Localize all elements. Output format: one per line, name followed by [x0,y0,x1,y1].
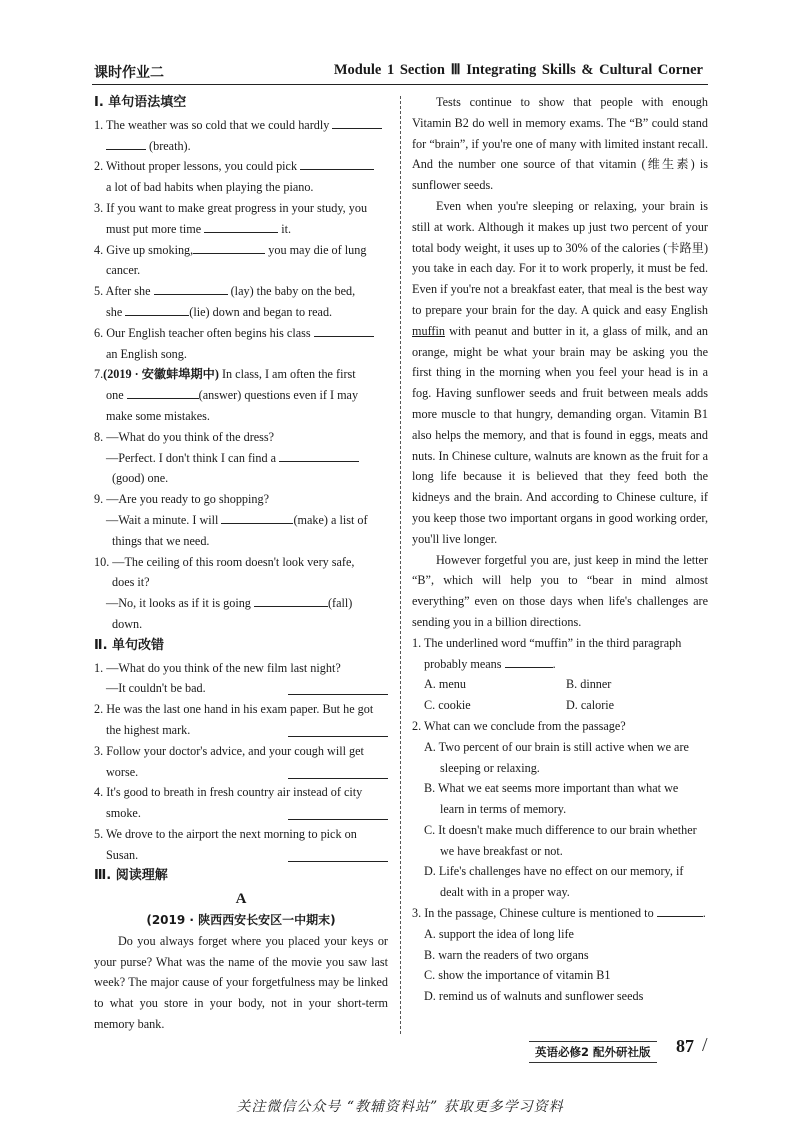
answer-blank[interactable] [288,764,388,779]
option-d[interactable]: D. Life's challenges have no effect on our memory, if [424,864,684,879]
question-line: she (lie) down and began to read. [94,302,388,323]
passage-source: (2019 · 陕西西安长安区一中期末) [146,913,336,928]
option-c[interactable]: C. It doesn't make much difference to our brain whether [424,822,697,837]
answer-blank[interactable] [288,805,388,820]
column-divider [400,96,401,1034]
question-line: 3. Follow your doctor's advice, and your cough will get [94,743,364,758]
option-b[interactable]: B. warn the readers of two organs [424,947,589,962]
question-line: 2. What can we conclude from the passage? [412,718,626,733]
option-continuation: sleeping or relaxing. [440,760,540,775]
question-line: down. [112,616,143,631]
footer-watermark: 关注微信公众号 “教辅资料站” 获取更多学习资料 [236,1099,564,1115]
option-continuation: learn in terms of memory. [440,802,567,817]
question-source: (2019 · 安徽蚌埠期中) [103,367,219,382]
question-line: 5. After she (lay) the baby on the bed, [94,281,388,302]
answer-blank[interactable] [314,323,374,337]
question-line: 3. If you want to make great progress in your study, you [94,200,368,215]
option-b[interactable]: B. What we eat seems more important than what we [424,781,679,796]
right-column [412,92,708,1007]
answer-blank[interactable] [300,156,374,170]
question-line: make some mistakes. [106,408,210,423]
question-line: 10. —The ceiling of this room doesn't look very safe, [94,554,355,569]
answer-blank[interactable] [288,847,388,862]
option-d[interactable]: D. calorie [566,698,615,713]
question-line: 8. —What do you think of the dress? [94,429,275,444]
question-line: 9. —Are you ready to go shopping? [94,492,269,507]
question-line: must put more time it. [94,219,388,240]
answer-blank[interactable] [106,136,146,150]
answer-blank[interactable] [127,385,199,399]
answer-blank[interactable] [332,115,382,129]
answer-blank[interactable] [254,593,328,607]
question-line: cancer. [106,263,141,278]
answer-blank[interactable] [154,281,228,295]
question-line: does it? [112,575,150,590]
question-line: 3. In the passage, Chinese culture is mentioned to . [412,903,708,924]
question-line: an English song. [106,346,187,361]
section-heading-correction: Ⅱ. 单句改错 [94,637,165,653]
module-title: Module 1 Section Ⅲ Integrating Skills & Cultural Corner [333,62,703,78]
header-rule [92,84,708,85]
answer-blank[interactable] [193,240,265,254]
question-line: —Wait a minute. I will (make) a list of [94,510,388,531]
question-line: (good) one. [112,471,169,486]
answer-blank[interactable] [288,680,388,695]
question-line: Susan. [94,845,388,866]
question-line: smoke. [94,803,388,824]
question-line: a lot of bad habits when playing the piano. [106,180,314,195]
answer-blank[interactable] [125,302,189,316]
option-a[interactable]: A. support the idea of long life [424,926,574,941]
question-line: 7.(2019 · 安徽蚌埠期中) In class, I am often the first [94,367,356,382]
question-line: things that we need. [112,533,210,548]
page-slash: / [702,1034,708,1056]
passage-paragraph: Do you always forget where you placed your keys or your purse? What was the name of the movie you saw last week? The major cause of your forgetfulness may be linked to what you store in your body, not in your short-term memory bank. [94,933,388,1032]
option-c[interactable]: C. cookie [424,698,471,713]
option-b[interactable]: B. dinner [566,677,612,692]
question-line: one (answer) questions even if I may [94,385,388,406]
answer-blank[interactable] [288,722,388,737]
question-line: —Perfect. I don't think I can find a [94,448,388,469]
answer-blank[interactable] [204,219,278,233]
question-line: 2. He was the last one hand in his exam paper. But he got [94,702,374,717]
option-continuation: we have breakfast or not. [440,843,563,858]
option-continuation: dealt with in a proper way. [440,885,570,900]
question-line: 1. —What do you think of the new film last night? [94,660,341,675]
underlined-word: muffin [412,323,445,338]
option-d[interactable]: D. remind us of walnuts and sunflower seeds [424,989,644,1004]
question-line: (breath). [94,136,388,157]
question-line: —No, it looks as if it is going (fall) [94,593,388,614]
passage-paragraph: However forgetful you are, just keep in mind the letter “B”, which will help you to “bear in mind almost everything” even on those days when life's challenges are sending you in a billion directions. [412,552,708,629]
section-heading-reading: Ⅲ. 阅读理解 [94,868,168,884]
answer-blank[interactable] [657,903,703,917]
question-line: worse. [94,762,388,783]
question-line: 1. The weather was so cold that we could hardly [94,115,388,136]
answer-blank[interactable] [221,510,293,524]
lesson-label: 课时作业二 [94,65,164,81]
question-line: 2. Without proper lessons, you could pick [94,156,388,177]
question-line: 4. It's good to breath in fresh country air instead of city [94,785,363,800]
question-line: 1. The underlined word “muffin” in the third paragraph [412,635,682,650]
option-row [412,674,708,695]
answer-blank[interactable] [279,448,359,462]
passage-paragraph: Tests continue to show that people with enough Vitamin B2 do well in memory exams. The “B” could stand for “brain”, if you're one of many with limited instant recall. And the number one source of that vitamin (维生素) is sunflower seeds. [412,95,708,193]
option-c[interactable]: C. show the importance of vitamin B1 [424,968,611,983]
option-a[interactable]: A. Two percent of our brain is still active when we are [424,739,689,754]
page-number: 87 [676,1036,694,1056]
section-heading-grammar: Ⅰ. 单句语法填空 [94,95,187,110]
question-line: probably means . [412,654,708,675]
book-edition-tag: 英语必修2 配外研社版 [529,1041,657,1063]
option-a[interactable]: A. menu [424,677,466,692]
passage-title: A [235,891,247,908]
answer-blank[interactable] [505,654,553,668]
question-line: the highest mark. [94,720,388,741]
question-line: 5. We drove to the airport the next morning to pick on [94,826,357,841]
option-row [412,695,708,716]
question-line: 6. Our English teacher often begins his class [94,323,388,344]
passage-paragraph: Even when you're sleeping or relaxing, your brain is still at work. Although it makes up just two percent of your total body weight, it uses up to 30% of the calories (卡路里) you take in each day. For it to work properly, it must be fed. Even if you're not a breakfast eater, that meal is the best way to prepare your brain for the day. A quick and easy English muffin with peanut and butter in it, a glass of milk, and an orange, might be what your brain may be asking you the first thing in the morning when you feel your head is in a fog. Having sunflower seeds and fruit between meals adds more muscle to that hungry, demanding organ. Vitamin B1 also helps the memory, and that is found in eggs, meats and nuts. In Chinese culture, walnuts are known as the fruit for a long life because it is believed that they feed both the kidneys and the brain. And according to Chinese culture, if you keep those two important organs in good working order, you'll live longer. [412,198,709,546]
left-column [94,92,388,1035]
question-line: —It couldn't be bad. [94,678,388,699]
question-line: 4. Give up smoking, you may die of lung [94,240,388,261]
